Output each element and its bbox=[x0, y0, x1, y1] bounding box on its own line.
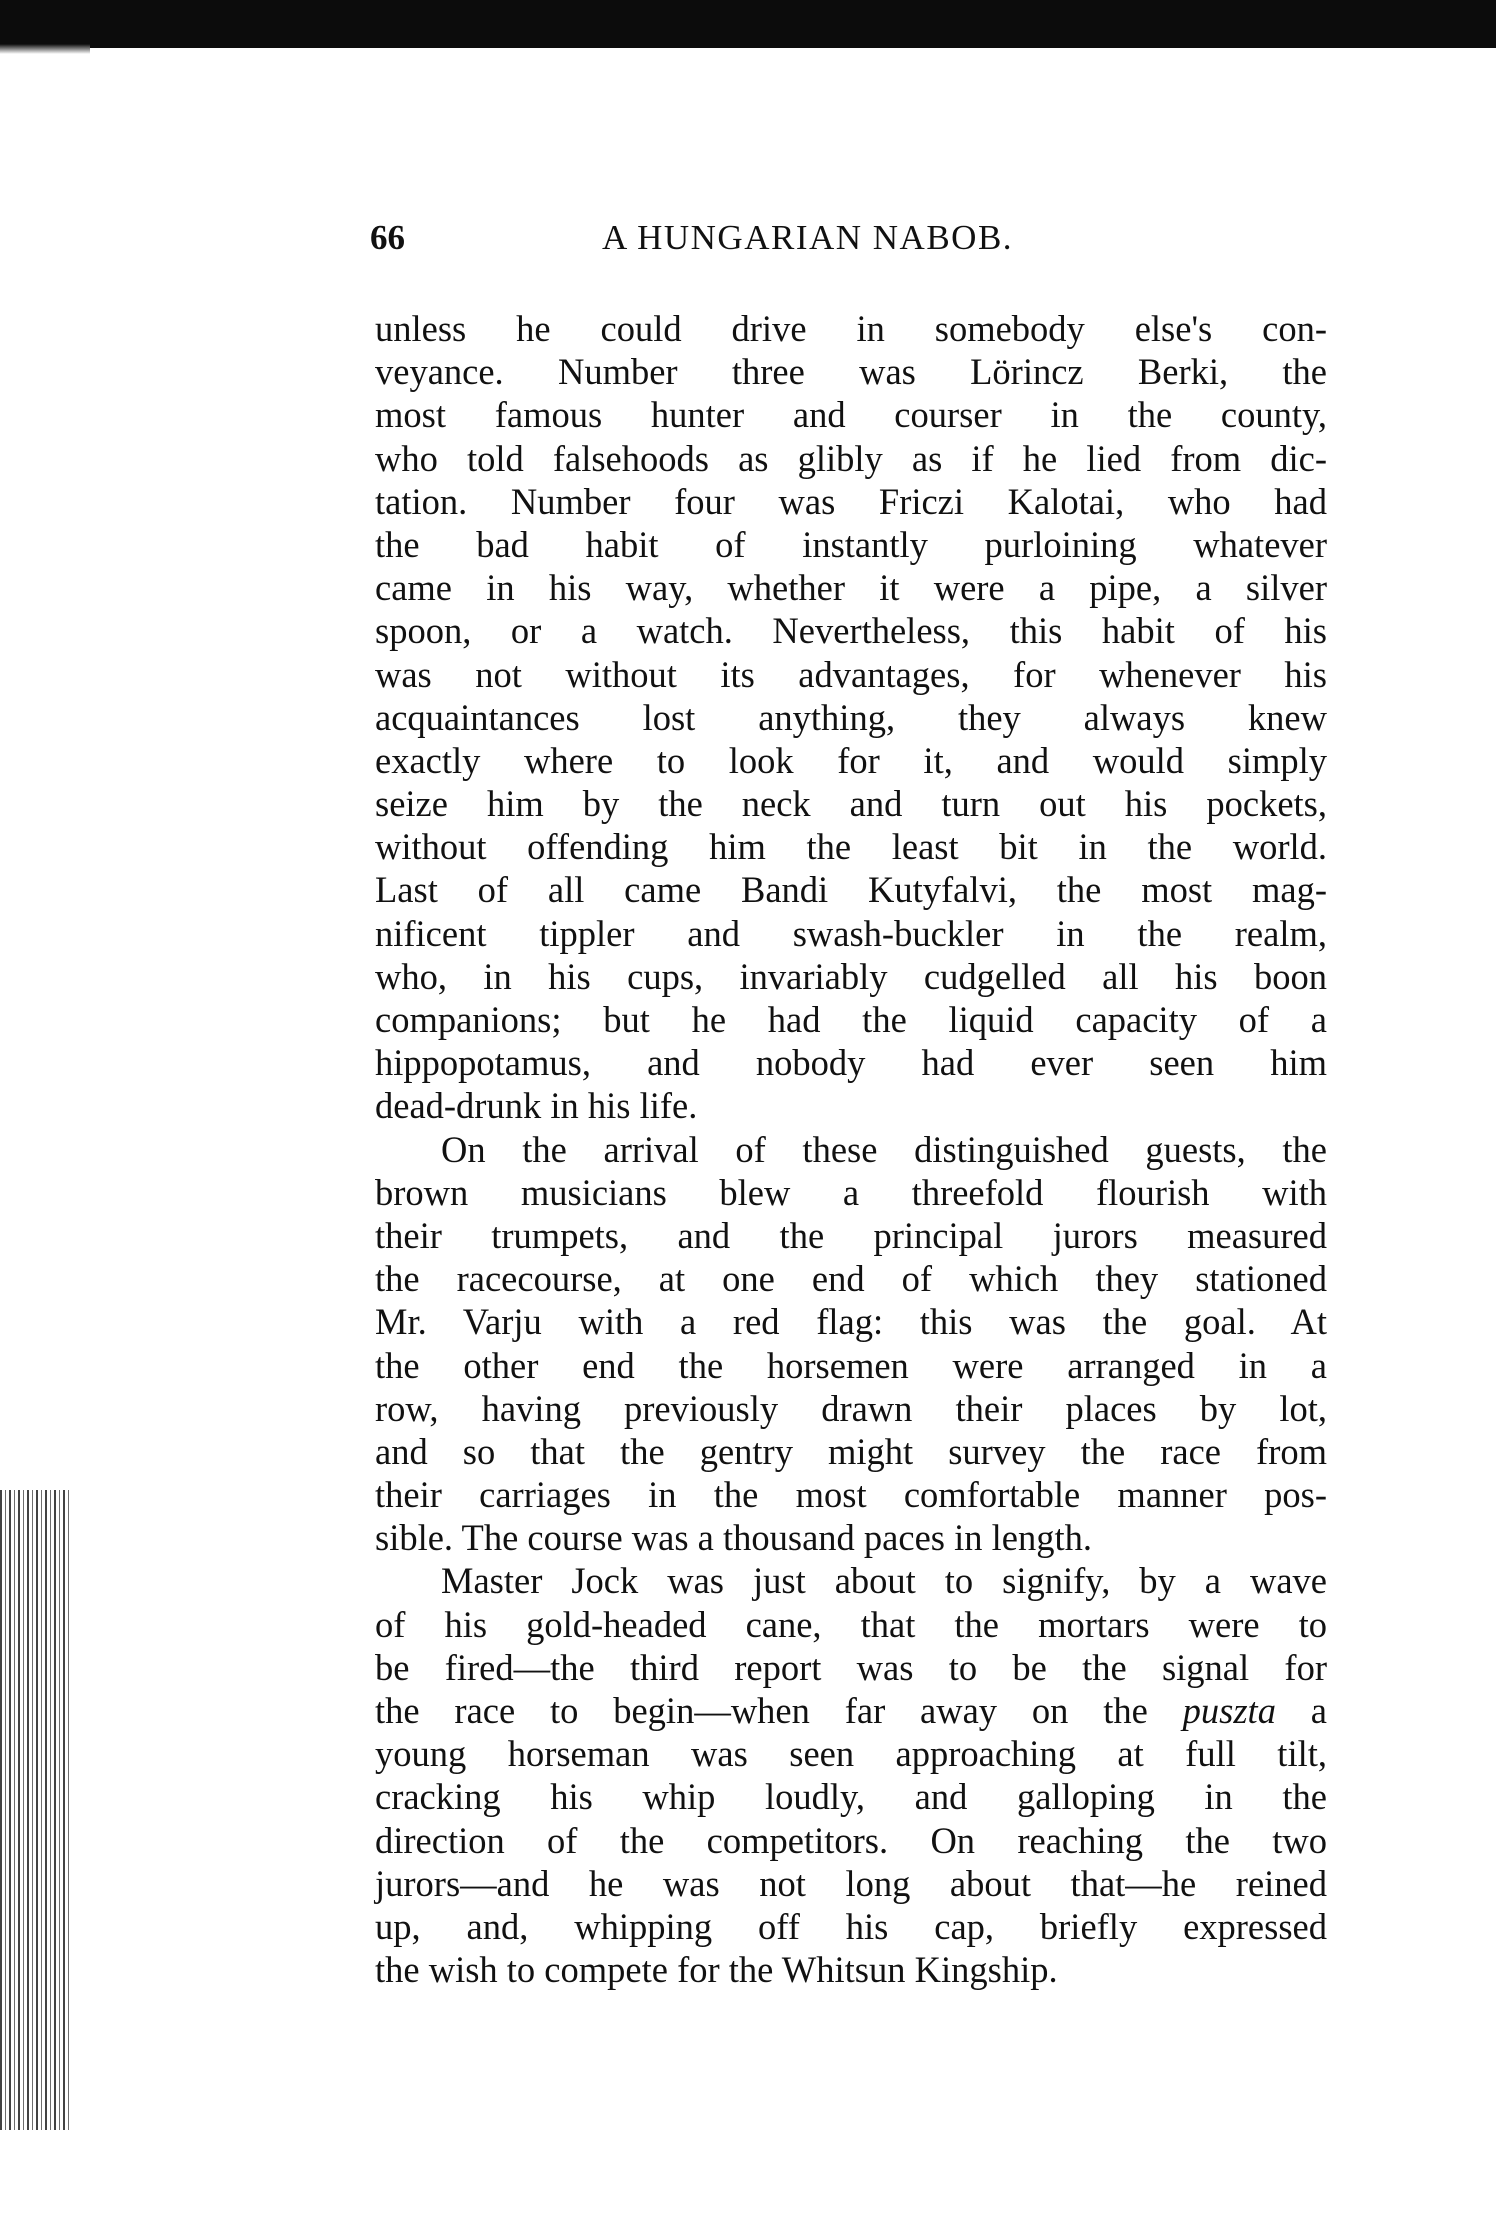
text-line: their trumpets, and the principal jurors measured bbox=[375, 1214, 1327, 1256]
text-line: the bad habit of instantly purloining whatever bbox=[375, 523, 1327, 565]
text-line: tation. Number four was Friczi Kalotai, who had bbox=[375, 480, 1327, 522]
text-line: most famous hunter and courser in the county, bbox=[375, 394, 1327, 436]
text-line: the racecourse, at one end of which they stationed bbox=[375, 1258, 1327, 1300]
scan-binding-edge bbox=[0, 1490, 72, 2130]
page-number: 66 bbox=[370, 218, 405, 257]
text-line: brown musicians blew a threefold flourish with bbox=[375, 1171, 1327, 1213]
text-line: nificent tippler and swash-buckler in the realm, bbox=[375, 912, 1327, 954]
text-segment: the race to begin—when far away on the bbox=[375, 1690, 1183, 1731]
text-line: the wish to compete for the Whitsun Kingship. bbox=[375, 1949, 1058, 1991]
scan-top-border bbox=[0, 0, 1496, 48]
text-line: without offending him the least bit in the world. bbox=[375, 826, 1327, 868]
text-line: exactly where to look for it, and would simply bbox=[375, 739, 1327, 781]
text-line: spoon, or a watch. Nevertheless, this habit of his bbox=[375, 610, 1327, 652]
text-line: Last of all came Bandi Kutyfalvi, the most mag- bbox=[375, 869, 1327, 911]
text-line: companions; but he had the liquid capacity of a bbox=[375, 999, 1327, 1040]
text-line: came in his way, whether it were a pipe, a silver bbox=[375, 567, 1327, 609]
text-line: unless he could drive in somebody else's con- bbox=[375, 308, 1327, 349]
text-line: seize him by the neck and turn out his pockets, bbox=[375, 783, 1327, 825]
text-line: and so that the gentry might survey the race from bbox=[375, 1430, 1327, 1472]
page-header bbox=[368, 218, 1328, 268]
running-title: A HUNGARIAN NABOB. bbox=[602, 218, 1014, 257]
text-line: their carriages in the most comfortable manner pos- bbox=[375, 1474, 1327, 1516]
text-line: Mr. Varju with a red flag: this was the goal. At bbox=[375, 1301, 1327, 1343]
text-line: of his gold-headed cane, that the mortars were to bbox=[375, 1603, 1327, 1645]
text-line: Master Jock was just about to signify, by a wave bbox=[441, 1560, 1327, 1602]
text-line: dead-drunk in his life. bbox=[375, 1085, 698, 1127]
text-line: young horseman was seen approaching at full tilt, bbox=[375, 1733, 1327, 1775]
text-line: was not without its advantages, for whenever his bbox=[375, 653, 1327, 695]
text-line: who, in his cups, invariably cudgelled all his boon bbox=[375, 955, 1327, 997]
text-line: acquaintances lost anything, they always knew bbox=[375, 696, 1327, 738]
text-line: row, having previously drawn their places by lot, bbox=[375, 1387, 1327, 1429]
text-segment: a bbox=[1275, 1690, 1327, 1731]
text-line: up, and, whipping off his cap, briefly expressed bbox=[375, 1905, 1327, 1947]
scan-top-border-edge bbox=[0, 44, 90, 54]
text-line: who told falsehoods as glibly as if he lied from dic- bbox=[375, 437, 1327, 479]
text-line: veyance. Number three was Lörincz Berki, the bbox=[375, 351, 1327, 393]
text-line: direction of the competitors. On reaching the two bbox=[375, 1819, 1327, 1861]
italic-word: puszta bbox=[1182, 1690, 1276, 1731]
text-line: jurors—and he was not long about that—he reined bbox=[375, 1862, 1327, 1904]
page-body bbox=[375, 307, 1327, 1991]
text-line bbox=[375, 1689, 1327, 1732]
text-line: On the arrival of these distinguished guests, the bbox=[441, 1128, 1327, 1170]
text-line: be fired—the third report was to be the signal for bbox=[375, 1646, 1327, 1688]
text-line: the other end the horsemen were arranged in a bbox=[375, 1344, 1327, 1386]
text-line: sible. The course was a thousand paces in length. bbox=[375, 1517, 1092, 1559]
text-line: hippopotamus, and nobody had ever seen him bbox=[375, 1042, 1327, 1084]
text-line: cracking his whip loudly, and galloping in the bbox=[375, 1776, 1327, 1818]
